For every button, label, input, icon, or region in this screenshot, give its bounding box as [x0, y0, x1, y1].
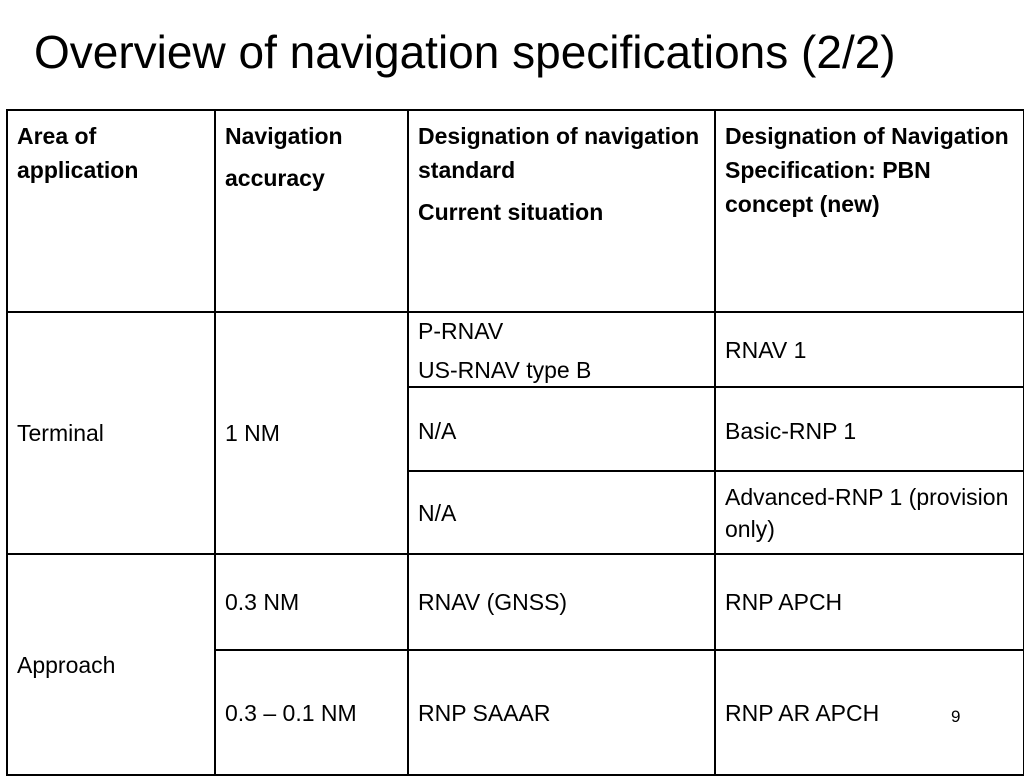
standard-line: P-RNAV	[418, 318, 504, 344]
header-accuracy-line: Navigation	[225, 123, 343, 149]
terminal-accuracy-cell: 1 NM	[215, 312, 408, 554]
terminal-area-cell: Terminal	[7, 312, 215, 554]
standard-cell: N/A	[408, 387, 715, 471]
header-navigation-accuracy	[215, 110, 408, 312]
header-accuracy-line: accuracy	[225, 165, 325, 191]
slide-title: Overview of navigation specifications (2/2)	[34, 26, 896, 78]
standard-line: US-RNAV type B	[418, 357, 592, 383]
header-standard-line: Current situation	[418, 199, 604, 225]
table-header-row	[7, 110, 1024, 312]
header-navigation-standard	[408, 110, 715, 312]
header-navigation-specification: Designation of Navigation Specification: PBN concept (new)	[715, 110, 1024, 312]
standard-cell	[408, 312, 715, 387]
spec-cell: Basic-RNP 1	[715, 387, 1024, 471]
spec-cell: RNAV 1	[715, 312, 1024, 387]
standard-cell: RNP SAAAR	[408, 650, 715, 775]
spec-cell: Advanced-RNP 1 (provision only)	[715, 471, 1024, 554]
spec-cell: RNP AR APCH	[715, 650, 1024, 775]
accuracy-cell: 0.3 NM	[215, 554, 408, 650]
page-number: 9	[951, 707, 961, 726]
header-area-of-application: Area of application	[7, 110, 215, 312]
standard-cell: N/A	[408, 471, 715, 554]
approach-area-cell: Approach	[7, 554, 215, 775]
header-standard-line: Designation of navigation standard	[418, 123, 700, 183]
standard-cell: RNAV (GNSS)	[408, 554, 715, 650]
table-row	[7, 554, 1024, 650]
spec-cell: RNP APCH	[715, 554, 1024, 650]
accuracy-cell: 0.3 – 0.1 NM	[215, 650, 408, 775]
navigation-specifications-table	[6, 109, 1024, 776]
table-row	[7, 312, 1024, 387]
